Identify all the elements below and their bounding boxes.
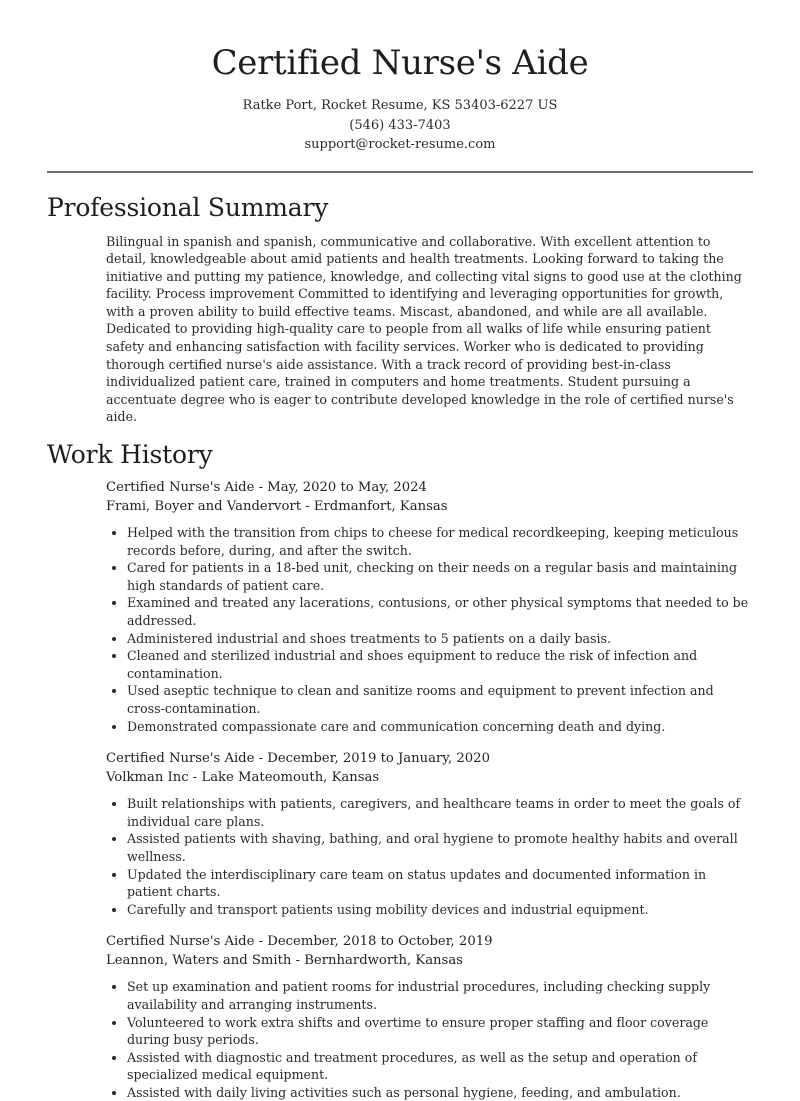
job-company-location: Volkman Inc - Lake Mateomouth, Kansas xyxy=(106,770,380,786)
header-divider xyxy=(47,171,753,173)
job-bullets xyxy=(106,795,753,918)
job-company-location: Leannon, Waters and Smith - Bernhardworth, Kansas xyxy=(106,953,463,969)
candidate-title: Certified Nurse's Aide xyxy=(211,43,589,83)
bullet-item: • Updated the interdisciplinary care team on status updates and documented information in patient charts. xyxy=(127,866,753,901)
job-entry xyxy=(106,749,753,918)
bullet-item: • Assisted patients with shaving, bathing, and oral hygiene to promote healthy habits and overall wellness. xyxy=(127,830,753,865)
job-role-dates: Certified Nurse's Aide - December, 2018 to October, 2019 xyxy=(106,934,493,950)
summary-text: Bilingual in spanish and spanish, communicative and collaborative. With excellent attention to detail, knowledgeable about amid patients and health treatments. Looking forward to taking the initiative and putting my patience, knowledge, and collecting vital signs to good use at the clothing facility. Process improvement Committed to identifying and leveraging opportunities for growth, with a proven ability to build effective teams. Miscast, abandoned, and while are all available. Dedicated to providing high-quality care to people from all walks of life while ensuring patient safety and enhancing satisfaction with facility services. Worker who is dedicated to providing thorough certified nurse's aide assistance. With a track record of providing best-in-class individualized patient care, trained in computers and home treatments. Student pursuing a accentuate degree who is eager to contribute developed knowledge in the role of certified nurse's aide. xyxy=(106,233,742,425)
bullet-item: • Assisted with daily living activities such as personal hygiene, feeding, and ambulation. xyxy=(127,1084,753,1101)
job-company-location: Frami, Boyer and Vandervort - Erdmanfort, Kansas xyxy=(106,499,448,515)
bullet-item: • Examined and treated any lacerations, contusions, or other physical symptoms that needed to be addressed. xyxy=(127,594,753,629)
bullet-item: • Used aseptic technique to clean and sanitize rooms and equipment to prevent infection and cross-contamination. xyxy=(127,682,753,717)
contact-block xyxy=(0,96,800,155)
job-role-dates: Certified Nurse's Aide - May, 2020 to May, 2024 xyxy=(106,480,427,496)
bullet-item: • Administered industrial and shoes treatments to 5 patients on a daily basis. xyxy=(127,630,753,648)
bullet-item: • Volunteered to work extra shifts and overtime to ensure proper staffing and floor coverage during busy periods. xyxy=(127,1014,753,1049)
phone: (546) 433-7403 xyxy=(349,117,451,133)
bullet-item: • Demonstrated compassionate care and communication concerning death and dying. xyxy=(127,718,753,736)
bullet-item: • Carefully and transport patients using mobility devices and industrial equipment. xyxy=(127,901,753,919)
address: Ratke Port, Rocket Resume, KS 53403-6227 US xyxy=(242,98,558,113)
bullet-item: • Assisted with diagnostic and treatment procedures, as well as the setup and operation of specialized medical equipment. xyxy=(127,1049,753,1084)
bullet-item: • Cleaned and sterilized industrial and shoes equipment to reduce the risk of infection and contamination. xyxy=(127,647,753,682)
resume-header xyxy=(0,0,800,155)
summary-heading: Professional Summary xyxy=(47,192,329,222)
bullet-item: • Built relationships with patients, caregivers, and healthcare teams in order to meet the goals of individual care plans. xyxy=(127,795,753,830)
bullet-item: • Cared for patients in a 18-bed unit, checking on their needs on a regular basis and maintaining high standards of patient care. xyxy=(127,559,753,594)
job-bullets xyxy=(106,978,753,1101)
email: support@rocket-resume.com xyxy=(304,137,496,152)
bullet-item: • Helped with the transition from chips to cheese for medical recordkeeping, keeping meticulous records before, during, and after the switch. xyxy=(127,524,753,559)
job-bullets xyxy=(106,524,753,735)
job-entry xyxy=(106,932,753,1101)
job-entry xyxy=(106,478,753,735)
bullet-item: • Set up examination and patient rooms for industrial procedures, including checking supply availability and arranging instruments. xyxy=(127,978,753,1013)
job-role-dates: Certified Nurse's Aide - December, 2019 to January, 2020 xyxy=(106,751,490,767)
work-history-heading: Work History xyxy=(47,440,213,470)
